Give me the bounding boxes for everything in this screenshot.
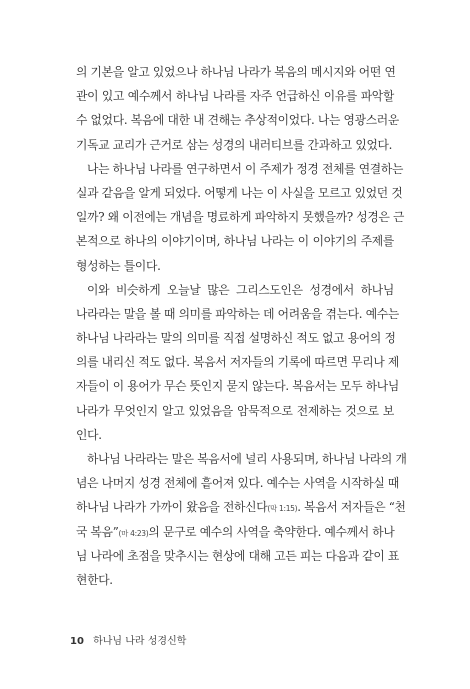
text-line: 인다.: [76, 427, 102, 442]
text-line: 의를 내리신 적도 없다. 복음서 저자들의 기록에 따르면 무리나 제: [76, 355, 399, 370]
body-text: [76, 60, 407, 592]
scripture-reference: (마 4:23): [118, 528, 149, 538]
text-line: 일까? 왜 이전에는 개념을 명료하게 파악하지 못했을까? 성경은 근: [76, 210, 405, 225]
running-title: 하나님 나라 성경신학: [93, 636, 187, 647]
text-line: 님 나라에 초점을 맞추시는 현상에 대해 고든 피는 다음과 같이 표: [76, 548, 399, 563]
text-line: 념은 나머지 성경 전체에 흩어져 있다. 예수는 사역을 시작하실 때: [76, 476, 399, 491]
text-line: 의 기본을 알고 있었으나 하나님 나라가 복음의 메시지와 어떤 연: [76, 65, 396, 79]
text-line: [76, 495, 406, 519]
text-line: 기독교 교리가 근거로 삼는 성경의 내러티브를 간과하고 있었다.: [76, 137, 393, 152]
text-line: 하나님 나라라는 말은 복음서에 널리 사용되며, 하나님 나라의 개: [87, 452, 407, 466]
paragraph: [76, 278, 399, 447]
text-span: 하나님 나라가 가까이 왔음을 전하신다: [76, 500, 268, 515]
text-line: 현한다.: [76, 572, 113, 587]
text-line: 관이 있고 예수께서 하나님 나라를 자주 언급하신 이유를 파악할: [76, 89, 394, 104]
page-number: 10: [70, 636, 84, 647]
quote-mark: ”: [112, 524, 119, 539]
text-line: 하나님 나라라는 말의 의미를 직접 설명하신 적도 없고 용어의 정: [76, 331, 396, 346]
paragraph: [76, 447, 407, 592]
paragraph: [76, 157, 405, 278]
text-line: 이와 비슷하게 오늘날 많은 그리스도인은 성경에서 하나님: [87, 282, 394, 297]
text-line: 자들이 이 용어가 무슨 뜻인지 묻지 않는다. 복음서는 모두 하나님: [76, 379, 399, 394]
text-line: 나는 하나님 나라를 연구하면서 이 주제가 정경 전체를 연결하는: [87, 161, 404, 176]
text-line: [76, 520, 394, 544]
text-span: . 복음서 저자들은 “천: [297, 500, 406, 515]
text-line: 본적으로 하나의 이야기이며, 하나님 나라는 이 이야기의 주제를: [76, 234, 394, 249]
text-span: 국 복음: [76, 524, 113, 539]
paragraph: [76, 60, 399, 157]
text-line: 형성하는 틀이다.: [76, 258, 161, 273]
page-footer: [70, 632, 186, 647]
text-line: 수 없었다. 복음에 대한 내 견해는 추상적이었다. 나는 영광스러운: [76, 113, 399, 128]
text-line: 실과 같음을 알게 되었다. 어떻게 나는 이 사실을 모르고 있었던 것: [76, 185, 403, 200]
text-line: 나라가 무엇인지 알고 있었음을 암묵적으로 전제하는 것으로 보: [76, 403, 394, 418]
text-span: 의 문구로 예수의 사역을 축약한다. 예수께서 하나: [148, 524, 395, 539]
text-line: 나라라는 말을 볼 때 의미를 파악하는 데 어려움을 겪는다. 예수는: [76, 306, 399, 321]
scripture-reference: (막 1:15): [267, 504, 298, 514]
